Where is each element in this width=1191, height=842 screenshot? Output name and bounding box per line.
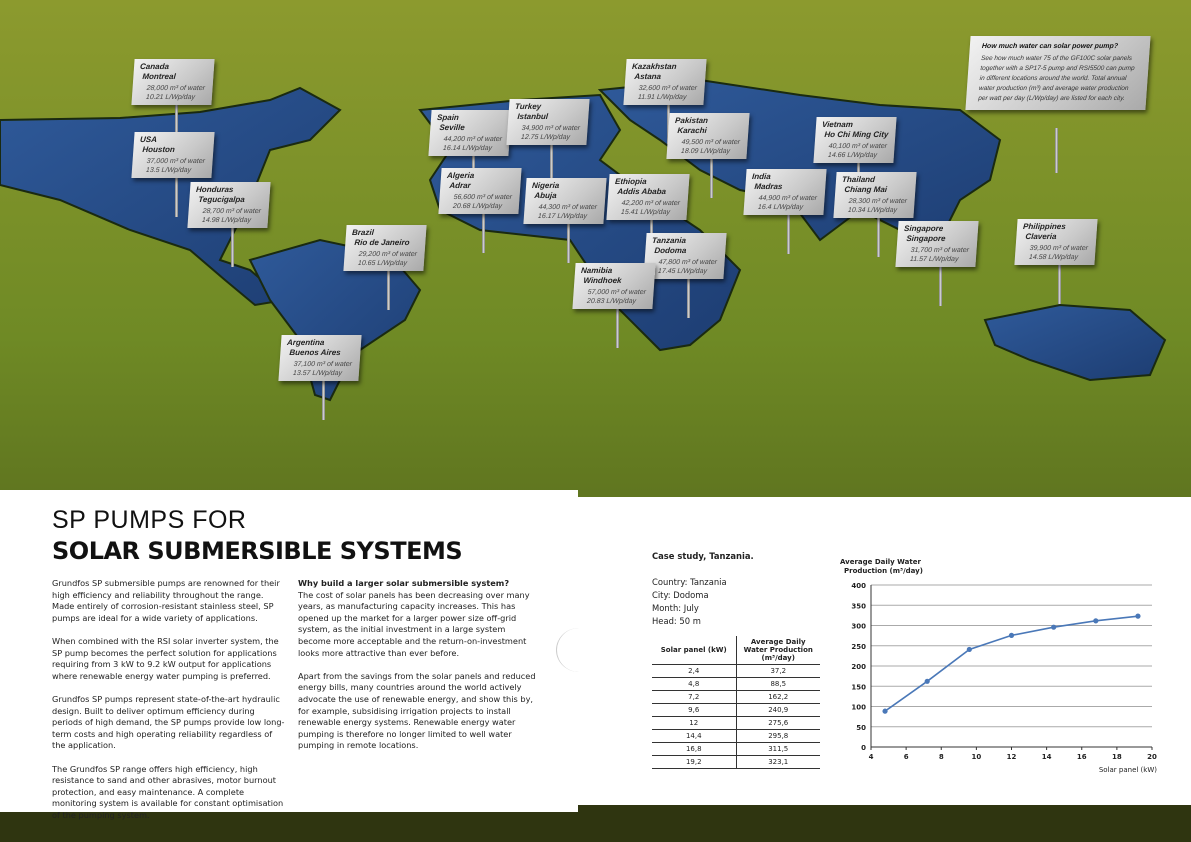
city-sign bbox=[666, 113, 749, 159]
sign-rate: 20.68 L/Wp/day bbox=[452, 203, 503, 210]
case-month: Month: July bbox=[652, 603, 699, 613]
city-sign bbox=[833, 172, 916, 218]
table-row bbox=[652, 730, 820, 743]
sign-rate: 11.57 L/Wp/day bbox=[909, 256, 959, 263]
city-sign bbox=[572, 263, 655, 309]
city-sign bbox=[343, 225, 426, 271]
sign-water: 44,900 m³ of water bbox=[758, 195, 818, 202]
sign-post bbox=[387, 265, 390, 310]
sign-city: Chiang Mai bbox=[844, 185, 888, 194]
paragraph: The Grundfos SP range offers high efficiency, high resistance to sand and other abrasives, motor burnout protection, and easy maintenance. A complete monitoring system is available for constant optimisation of the pumping system. bbox=[52, 763, 284, 820]
sign-rate: 16.4 L/Wp/day bbox=[757, 204, 804, 211]
sign-country: Brazil bbox=[351, 228, 375, 237]
sign-country: Kazakhstan bbox=[631, 62, 677, 71]
sign-city: Istanbul bbox=[517, 112, 549, 121]
x-tick-label: 10 bbox=[971, 753, 982, 761]
sign-water: 44,200 m³ of water bbox=[443, 136, 503, 143]
x-tick-label: 18 bbox=[1112, 753, 1122, 761]
sign-rate: 10.65 L/Wp/day bbox=[357, 260, 408, 267]
table-row bbox=[652, 665, 820, 678]
city-sign bbox=[278, 335, 361, 381]
sign-country: Canada bbox=[139, 62, 170, 71]
paragraph: The cost of solar panels has been decreasing over many years, as manufacturing capacity increases. This has opened up the market for a larger power size off-grid system, as the initial investment in a large system become more acceptable and the return-on-investment looks more attractive than ever before. bbox=[298, 589, 530, 658]
paragraph: Grundfos SP pumps represent state-of-the-art hydraulic design. Built to deliver optimum efficiency during periods of high demand, the SP pumps provide low long-term costs and high operating reliability regardless of the application. bbox=[52, 693, 285, 751]
sign-city: Claveria bbox=[1025, 232, 1057, 241]
paragraph: Grundfos SP submersible pumps are renowned for their high efficiency and reliability throughout the range. Made entirely of corrosion-resistant stainless steel, SP pumps are ideal for a wide variety of applications. bbox=[52, 578, 280, 623]
sign-rate: 14.58 L/Wp/day bbox=[1028, 254, 1079, 261]
page-title-light: SP PUMPS FOR bbox=[52, 506, 247, 534]
city-sign bbox=[643, 233, 726, 279]
sign-water: 37,100 m³ of water bbox=[293, 361, 353, 368]
data-point bbox=[1093, 618, 1098, 623]
data-point bbox=[925, 679, 930, 684]
sign-country: Singapore bbox=[903, 224, 944, 233]
city-sign bbox=[813, 117, 896, 163]
y-tick-label: 50 bbox=[856, 723, 866, 732]
series-line bbox=[885, 616, 1138, 711]
data-point bbox=[967, 647, 972, 652]
sign-country: Pakistan bbox=[674, 116, 709, 125]
table-row bbox=[652, 691, 820, 704]
y-tick-label: 100 bbox=[851, 703, 866, 712]
table-cell: 19,2 bbox=[652, 756, 736, 769]
info-sign-title: How much water can solar power pump? bbox=[981, 43, 1119, 50]
sign-water: 31,700 m³ of water bbox=[910, 247, 970, 254]
sign-water: 57,000 m³ of water bbox=[587, 289, 647, 296]
table-cell: 295,8 bbox=[736, 730, 820, 743]
y-tick-label: 400 bbox=[851, 582, 866, 590]
sign-country: Namibia bbox=[580, 266, 613, 275]
sign-rate: 10.34 L/Wp/day bbox=[847, 207, 898, 214]
data-point bbox=[1135, 614, 1140, 619]
city-sign bbox=[428, 110, 511, 156]
sign-rate: 13.57 L/Wp/day bbox=[292, 370, 343, 377]
city-sign bbox=[606, 174, 689, 220]
y-tick-label: 150 bbox=[851, 683, 866, 692]
sign-city: Adrar bbox=[449, 181, 472, 190]
x-tick-label: 6 bbox=[903, 753, 909, 761]
sign-country: Algeria bbox=[446, 171, 475, 180]
sign-country: Honduras bbox=[195, 185, 234, 194]
city-sign bbox=[506, 99, 589, 145]
sign-city: Singapore bbox=[906, 234, 946, 243]
city-sign bbox=[743, 169, 826, 215]
sign-city: Karachi bbox=[677, 126, 708, 135]
sign-post bbox=[567, 218, 570, 263]
puzzle-notch bbox=[556, 628, 602, 672]
sign-country: Thailand bbox=[841, 175, 876, 184]
article-column-2 bbox=[298, 578, 538, 764]
case-head: Head: 50 m bbox=[652, 616, 701, 626]
sign-city: Astana bbox=[634, 72, 662, 81]
sign-water: 39,900 m³ of water bbox=[1029, 245, 1089, 252]
article-column-1 bbox=[52, 578, 287, 833]
sign-country: Turkey bbox=[514, 102, 542, 111]
table-cell: 275,6 bbox=[736, 717, 820, 730]
sign-country: Vietnam bbox=[821, 120, 854, 129]
paragraph: Apart from the savings from the solar panels and reduced energy bills, many countries around the world actively advocate the use of renewable energy, and show this by, for example, subsidising irrigation projects to install renewable energy systems. Renewable energy water pumping is therefore no longer limited to well water pumping in remote locations. bbox=[298, 670, 536, 751]
sign-rate: 11.91 L/Wp/day bbox=[637, 94, 687, 101]
sign-rate: 12.75 L/Wp/day bbox=[520, 134, 571, 141]
sign-post bbox=[616, 303, 619, 348]
table-cell: 162,2 bbox=[736, 691, 820, 704]
data-point bbox=[882, 709, 887, 714]
sign-rate: 14.98 L/Wp/day bbox=[201, 217, 252, 224]
sign-post bbox=[687, 273, 690, 318]
sign-city: Dodoma bbox=[654, 246, 687, 255]
sign-city: Windhoek bbox=[583, 276, 622, 285]
table-cell: 240,9 bbox=[736, 704, 820, 717]
table-cell: 16,8 bbox=[652, 743, 736, 756]
table-row bbox=[652, 717, 820, 730]
city-sign bbox=[187, 182, 270, 228]
sign-city: Addis Ababa bbox=[617, 187, 667, 196]
sign-rate: 18.09 L/Wp/day bbox=[680, 148, 731, 155]
sign-water: 47,800 m³ of water bbox=[658, 259, 718, 266]
table-cell: 2,4 bbox=[652, 665, 736, 678]
sign-water: 28,700 m³ of water bbox=[202, 208, 262, 215]
y-tick-label: 300 bbox=[851, 622, 866, 631]
x-tick-label: 4 bbox=[868, 753, 874, 761]
sign-post bbox=[1058, 259, 1061, 304]
sign-post bbox=[175, 172, 178, 217]
sign-city: Houston bbox=[142, 145, 176, 154]
sign-city: Montreal bbox=[142, 72, 177, 81]
sign-water: 32,600 m³ of water bbox=[638, 85, 698, 92]
sign-rate: 14.66 L/Wp/day bbox=[827, 152, 878, 159]
city-sign bbox=[131, 59, 214, 105]
sign-city: Rio de Janeiro bbox=[354, 238, 410, 247]
case-city: City: Dodoma bbox=[652, 590, 709, 600]
x-tick-label: 12 bbox=[1006, 753, 1017, 761]
sign-post bbox=[231, 222, 234, 267]
city-sign bbox=[623, 59, 706, 105]
case-study-info bbox=[652, 550, 754, 628]
table-header: Average Daily Water Production (m³/day) bbox=[736, 636, 820, 665]
x-tick-label: 14 bbox=[1041, 753, 1052, 761]
table-cell: 12 bbox=[652, 717, 736, 730]
sign-country: USA bbox=[139, 135, 158, 144]
table-cell: 37,2 bbox=[736, 665, 820, 678]
x-tick-label: 8 bbox=[938, 753, 944, 761]
sign-water: 37,000 m³ of water bbox=[146, 158, 206, 165]
sign-country: India bbox=[751, 172, 772, 181]
table-row bbox=[652, 743, 820, 756]
sign-post bbox=[482, 208, 485, 253]
table-cell: 14,4 bbox=[652, 730, 736, 743]
sign-rate: 20.83 L/Wp/day bbox=[586, 298, 637, 305]
x-tick-label: 20 bbox=[1147, 753, 1157, 761]
city-sign bbox=[895, 221, 978, 267]
table-cell: 311,5 bbox=[736, 743, 820, 756]
sign-country: Nigeria bbox=[531, 181, 560, 190]
table-cell: 9,6 bbox=[652, 704, 736, 717]
sign-post bbox=[787, 209, 790, 254]
sign-water: 28,300 m³ of water bbox=[848, 198, 908, 205]
table-cell: 88,5 bbox=[736, 678, 820, 691]
x-tick-label: 16 bbox=[1076, 753, 1087, 761]
sign-country: Philippines bbox=[1022, 222, 1067, 231]
table-row bbox=[652, 704, 820, 717]
sign-rate: 15.41 L/Wp/day bbox=[620, 209, 671, 216]
sign-city: Madras bbox=[754, 182, 783, 191]
sign-country: Tanzania bbox=[651, 236, 687, 245]
city-sign bbox=[523, 178, 606, 224]
sign-water: 34,900 m³ of water bbox=[521, 125, 581, 132]
section-heading: Why build a larger solar submersible system? bbox=[298, 578, 510, 588]
y-tick-label: 200 bbox=[851, 663, 866, 671]
paragraph: When combined with the RSI solar inverter system, the SP pump becomes the perfect solution for applications requiring from 3 kW to 9.2 kW output for applications where renewable energy water pumping is preferred. bbox=[52, 635, 279, 681]
y-tick-label: 250 bbox=[851, 642, 866, 651]
page-title-bold: SOLAR SUBMERSIBLE SYSTEMS bbox=[52, 537, 463, 565]
sign-water: 28,000 m³ of water bbox=[146, 85, 206, 92]
city-sign bbox=[1014, 219, 1097, 265]
sign-post bbox=[710, 153, 713, 198]
sign-water: 40,100 m³ of water bbox=[828, 143, 888, 150]
sign-city: Abuja bbox=[534, 191, 557, 200]
info-sign-post bbox=[1055, 128, 1058, 173]
sign-water: 42,200 m³ of water bbox=[621, 200, 681, 207]
case-study-title: Case study, Tanzania. bbox=[652, 551, 754, 561]
info-sign-text: See how much water 75 of the GF100C solar panels together with a SP17-5 pump and RSI5500 can pump in different locations around the world. Total annual water production (m³) and average water production per watt per day (L/Wp/day) are listed for each city. bbox=[977, 55, 1135, 102]
y-tick-label: 0 bbox=[861, 744, 866, 752]
sign-city: Buenos Aires bbox=[289, 348, 341, 357]
y-tick-label: 350 bbox=[851, 602, 866, 611]
sign-country: Argentina bbox=[286, 338, 325, 347]
data-point bbox=[1051, 625, 1056, 630]
sign-post bbox=[877, 212, 880, 257]
x-axis-title: Solar panel (kW) bbox=[1098, 766, 1157, 774]
sign-water: 56,600 m³ of water bbox=[453, 194, 513, 201]
sign-rate: 16.14 L/Wp/day bbox=[442, 145, 493, 152]
sign-country: Ethiopia bbox=[614, 177, 647, 186]
production-chart bbox=[830, 555, 1170, 780]
sign-post bbox=[322, 375, 325, 420]
sign-city: Tegucigalpa bbox=[198, 195, 246, 204]
data-point bbox=[1009, 633, 1014, 638]
sign-city: Ho Chi Ming City bbox=[824, 130, 889, 139]
city-sign bbox=[438, 168, 521, 214]
sign-city: Seville bbox=[439, 123, 466, 132]
table-row bbox=[652, 756, 820, 769]
table-header: Solar panel (kW) bbox=[652, 636, 736, 665]
sign-rate: 17.45 L/Wp/day bbox=[657, 268, 708, 275]
sign-water: 44,300 m³ of water bbox=[538, 204, 598, 211]
sign-rate: 10.21 L/Wp/day bbox=[145, 94, 196, 101]
city-sign bbox=[131, 132, 214, 178]
case-country: Country: Tanzania bbox=[652, 577, 727, 587]
info-sign bbox=[965, 36, 1150, 110]
y-axis-title: Average Daily Water Production (m³/day) bbox=[840, 558, 923, 575]
table-cell: 323,1 bbox=[736, 756, 820, 769]
sign-rate: 13.5 L/Wp/day bbox=[145, 167, 192, 174]
sign-water: 29,200 m³ of water bbox=[358, 251, 418, 258]
sign-post bbox=[939, 261, 942, 306]
case-study-table bbox=[652, 636, 820, 769]
table-row bbox=[652, 678, 820, 691]
table-cell: 7,2 bbox=[652, 691, 736, 704]
sign-water: 49,500 m³ of water bbox=[681, 139, 741, 146]
sign-rate: 16.17 L/Wp/day bbox=[537, 213, 588, 220]
table-cell: 4,8 bbox=[652, 678, 736, 691]
sign-country: Spain bbox=[436, 113, 460, 122]
